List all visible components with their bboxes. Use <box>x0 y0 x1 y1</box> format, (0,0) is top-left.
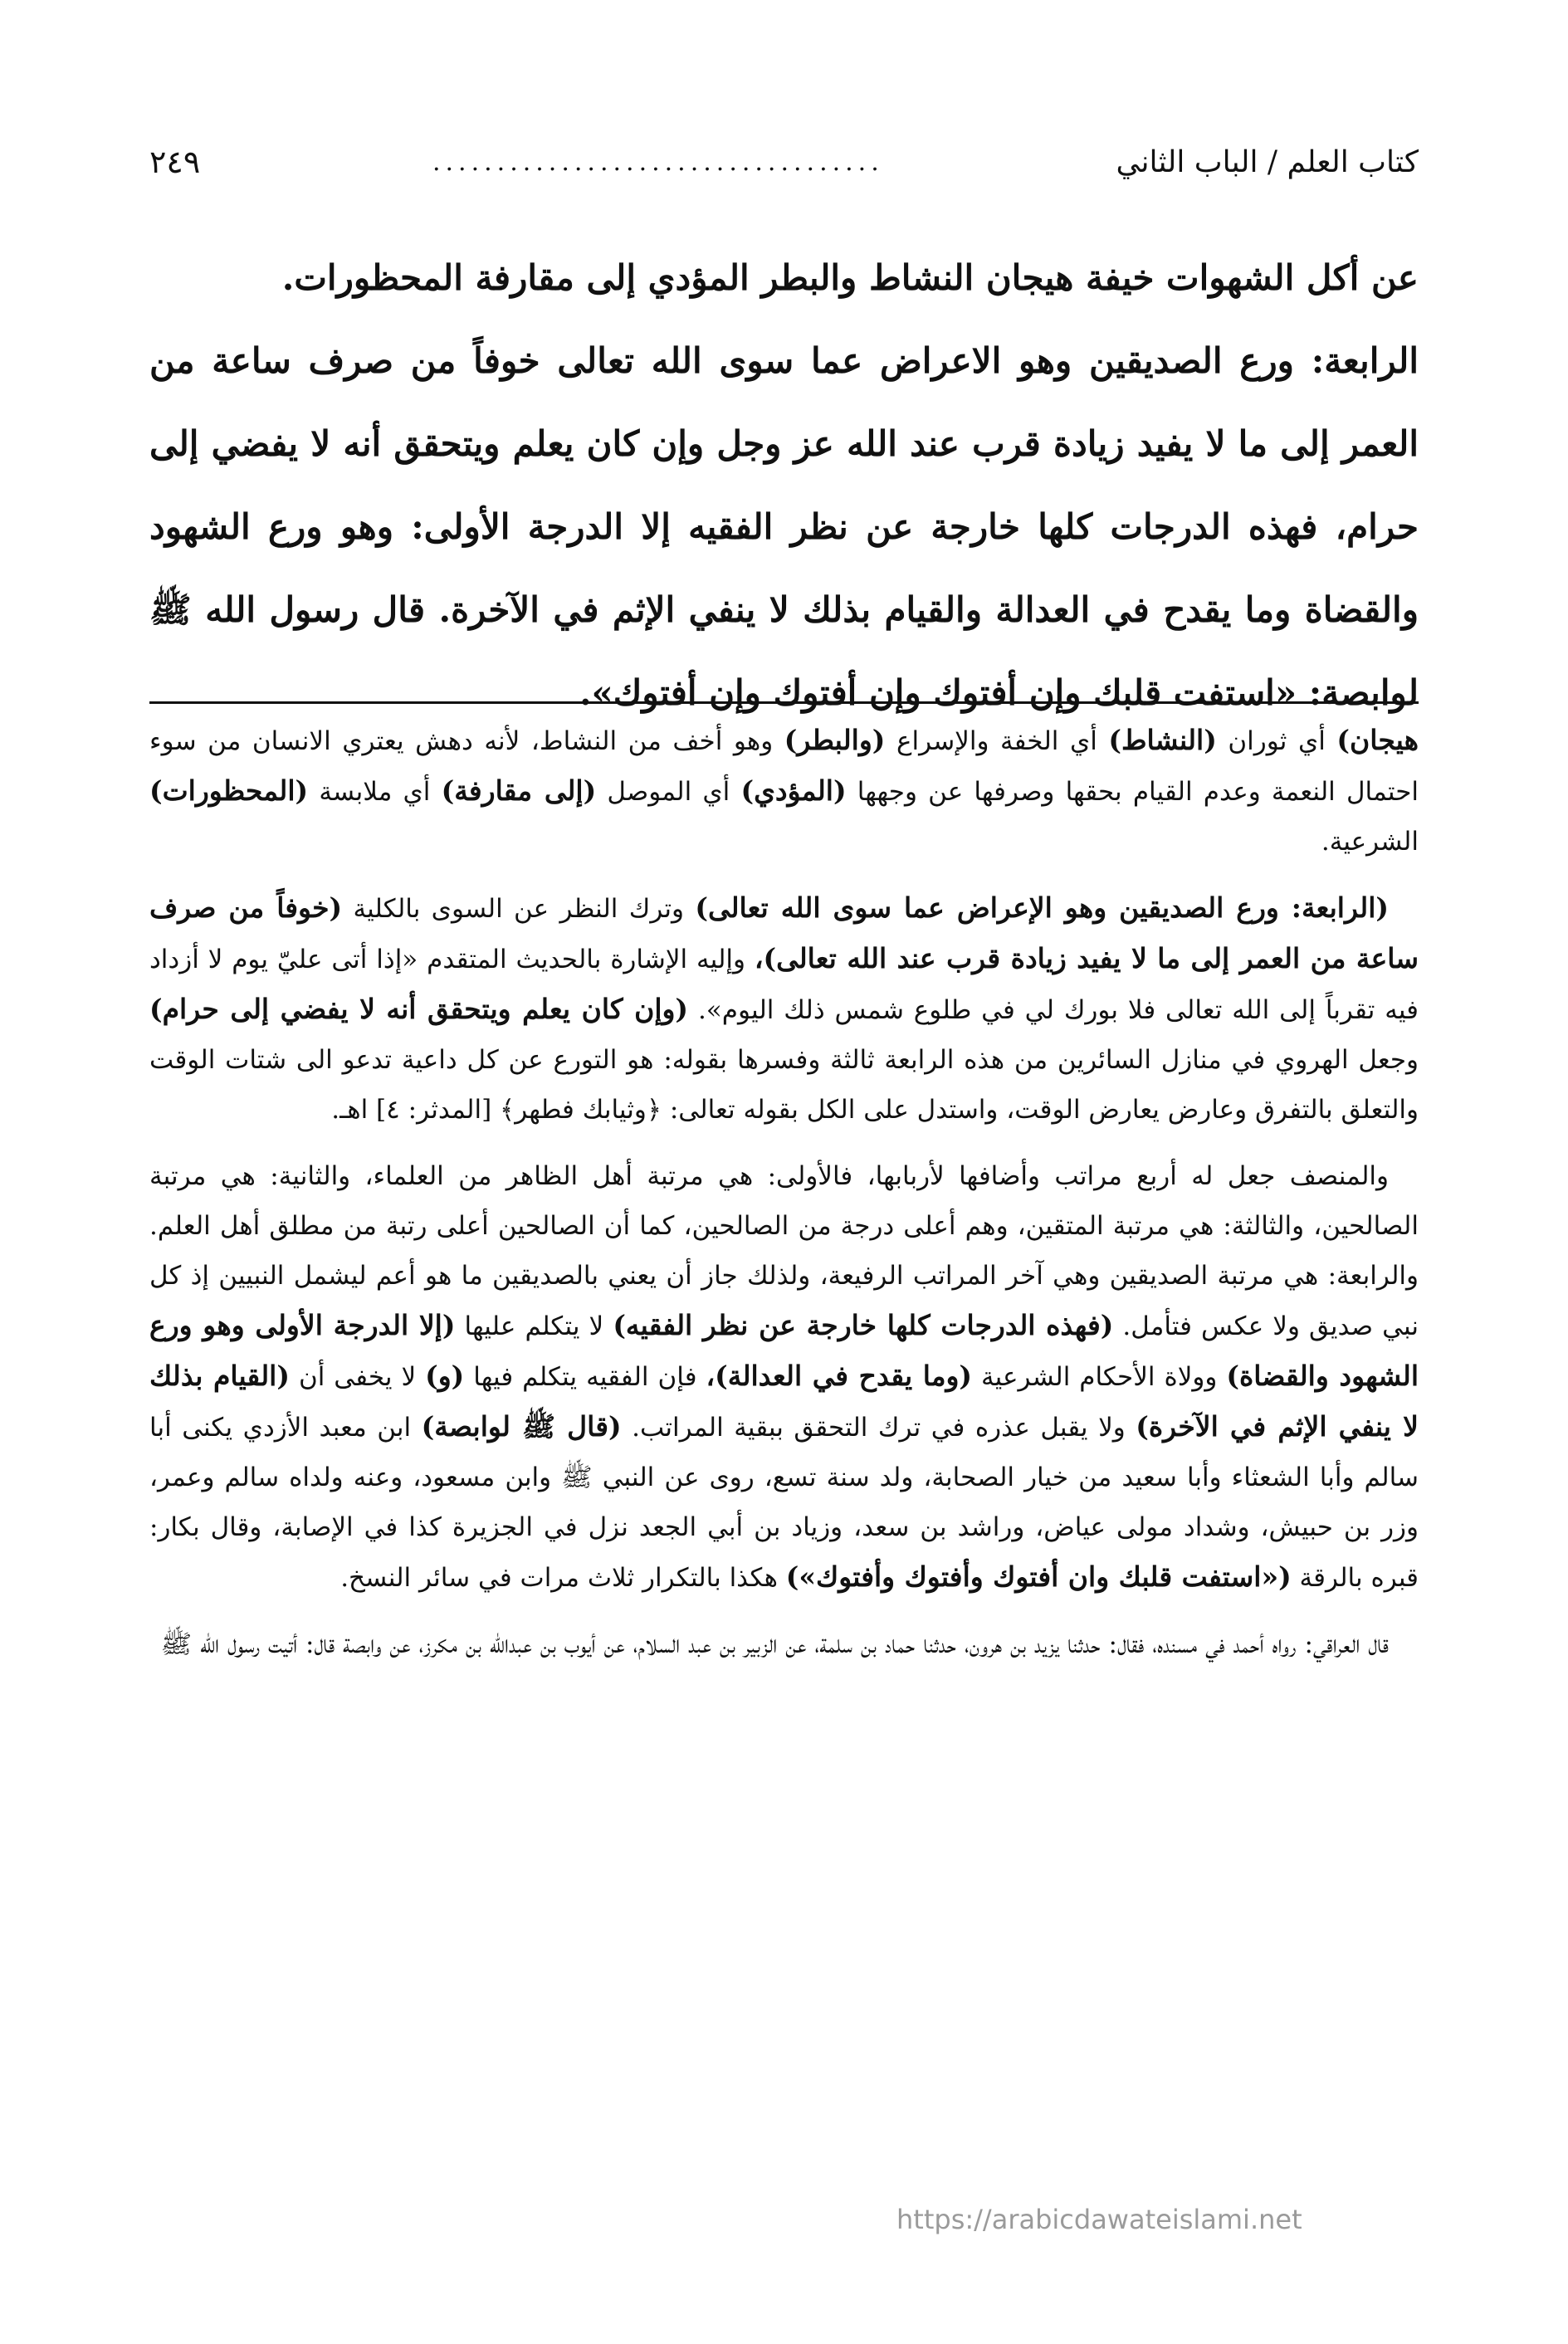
quoted-phrase: (الرابعة: ورع الصديقين وهو الإعراض عما سوى الله تعالى) <box>695 891 1389 924</box>
commentary-text: لا يتكلم عليها <box>455 1311 613 1341</box>
quoted-phrase: (المؤدي) <box>740 774 847 807</box>
commentary-paragraph-1 <box>149 715 1419 867</box>
quoted-phrase: («استفت قلبك وان أفتوك وأفتوك وأفتوك») <box>785 1560 1292 1593</box>
commentary-text: فإن الفقيه يتكلم فيها <box>464 1362 706 1392</box>
commentary-text: ولا يقبل عذره في ترك التحقق ببقية المراتب. <box>621 1413 1136 1443</box>
running-header <box>149 133 1419 191</box>
commentary-text: أي ثوران <box>1216 726 1337 756</box>
quoted-phrase: (قال ﷺ لوابصة) <box>421 1410 622 1443</box>
quoted-phrase: (وما يقدح في العدالة)، <box>706 1360 973 1392</box>
quoted-phrase: (إلا الدرجة الأولى وهو ورع الشهود والقضاة) <box>149 1309 1419 1392</box>
commentary-text: وإليه الإشارة بالحديث المتقدم «إذا أتى عليّ يوم لا أزداد فيه تقرباً إلى الله تعالى فلا بورك لي في طلوع شمس ذلك اليوم». <box>149 945 1419 1025</box>
commentary-paragraph-2 <box>149 883 1419 1135</box>
commentary-text: هكذا بالتكرار ثلاث مرات في سائر النسخ. <box>340 1563 786 1593</box>
quoted-phrase: (والبطر) <box>784 724 886 756</box>
main-paragraph-2 <box>149 320 1419 735</box>
commentary-text: الشرعية. <box>1321 827 1419 857</box>
footnote-divider <box>149 701 1419 704</box>
quoted-phrase: (المحظورات) <box>149 774 309 807</box>
main-paragraph-2-text: ورع الصديقين وهو الاعراض عما سوى الله تعالى خوفاً من صرف ساعة من العمر إلى ما لا يفيد زيادة قرب عند الله عز وجل وإن كان يعلم ويتحقق أنه لا يفضي إلى حرام، فهذه الدرجات كلها خارجة عن نظر الفقيه إلا الدرجة الأولى: وهو ورع الشهود والقضاة وما يقدح في العدالة والقيام بذلك لا ينفي الإثم في الآخرة. قال رسول الله ﷺ لوابصة: «استفت قلبك وإن أفتوك وإن أفتوك وإن أفتوك». <box>149 340 1419 713</box>
commentary-text: والمنصف جعل له أربع مراتب وأضافها لأربابها، فالأولى: هي مرتبة أهل الظاهر من العلماء، والثانية: هي مرتبة الصالحين، والثالثة: هي مرتبة المتقين، وهم أعلى درجة من الصالحين، كما أن الصالحين أعلى رتبة من مطلق أهل العلم. والرابعة: هي مرتبة الصديقين وهي آخر المراتب الرفيعة، ولذلك جاز أن يعني بالصديقين ما هو أعم ليشمل النبيين إذ كل نبي صديق ولا عكس فتأمل. <box>149 1161 1419 1341</box>
commentary-text: لا يخفى أن <box>289 1362 426 1392</box>
commentary-text: ابن معبد الأزدي يكنى أبا سالم وأبا الشعثاء وأبا سعيد من خيار الصحابة، ولد سنة تسع، روى عن النبي ﷺ وابن مسعود، وعنه ولداه سالم وعمر، وزر بن حبيش، وشداد مولى عياض، وراشد بن سعد، وزياد بن أبي الجعد نزل في الجزيرة كذا في الإصابة، وقال بكار: قبره بالرقة <box>149 1413 1419 1593</box>
quoted-phrase: (القيام بذلك لا ينفي الإثم في الآخرة) <box>149 1360 1419 1443</box>
quoted-phrase: (وإن كان يعلم ويتحقق أنه لا يفضي إلى حرام) <box>149 993 689 1025</box>
paragraph-label: الرابعة: <box>1311 340 1419 381</box>
quoted-phrase: (و) <box>425 1360 465 1392</box>
main-paragraph-1: عن أكل الشهوات خيفة هيجان النشاط والبطر المؤدي إلى مقارفة المحظورات. <box>281 257 1419 298</box>
quoted-phrase: هيجان) <box>1336 724 1419 756</box>
main-text <box>149 237 1419 735</box>
quoted-phrase: (النشاط) <box>1108 724 1217 756</box>
quoted-phrase: (إلى مقارفة) <box>441 774 597 807</box>
commentary-text: أي الموصل <box>596 777 741 807</box>
commentary-paragraph-3 <box>149 1151 1419 1603</box>
commentary <box>149 715 1419 1686</box>
commentary-text: وجعل الهروي في منازل السائرين من هذه الرابعة ثالثة وفسرها بقوله: هو التورع عن كل داعية تدعو الى شتات الوقت والتعلق بالتفرق وعارض يعارض الوقت، واستدل على الكل بقوله تعالى: ﴿وثيابك فطهر﴾ [المدثر: ٤] اهـ. <box>149 1045 1419 1125</box>
commentary-text: وولاة الأحكام الشرعية <box>972 1362 1227 1392</box>
page-number: ٢٤٩ <box>149 144 201 180</box>
quoted-phrase: (خوفاً من صرف ساعة من العمر إلى ما لا يفيد زيادة قرب عند الله تعالى)، <box>149 891 1419 974</box>
commentary-paragraph-4 <box>149 1619 1419 1669</box>
commentary-text: قال العراقي: رواه أحمد في مسنده، فقال: حدثنا يزيد بن هرون، حدثنا حماد بن سلمة، عن الزبير بن عبد السلام، عن أيوب بن عبدالله بن مكرز، عن وابصة قال: أتيت رسول الله ﷺ <box>160 1629 1389 1659</box>
quoted-phrase: (فهذه الدرجات كلها خارجة عن نظر الفقيه) <box>613 1309 1114 1341</box>
commentary-text: وهو أخف من النشاط، لأنه دهش يعتري الانسان من سوء احتمال النعمة وعدم القيام بحقها وصرفها عن وجهها <box>149 726 1419 807</box>
commentary-text: أي ملابسة <box>308 777 442 807</box>
watermark-url: https://arabicdawateislami.net <box>896 2204 1302 2235</box>
commentary-text: وترك النظر عن السوى بالكلية <box>342 894 696 924</box>
commentary-text: أي الخفة والإسراع <box>885 726 1109 756</box>
dot-leader: ................................... <box>432 147 884 177</box>
chapter-title: كتاب العلم / الباب الثاني <box>1116 144 1419 179</box>
